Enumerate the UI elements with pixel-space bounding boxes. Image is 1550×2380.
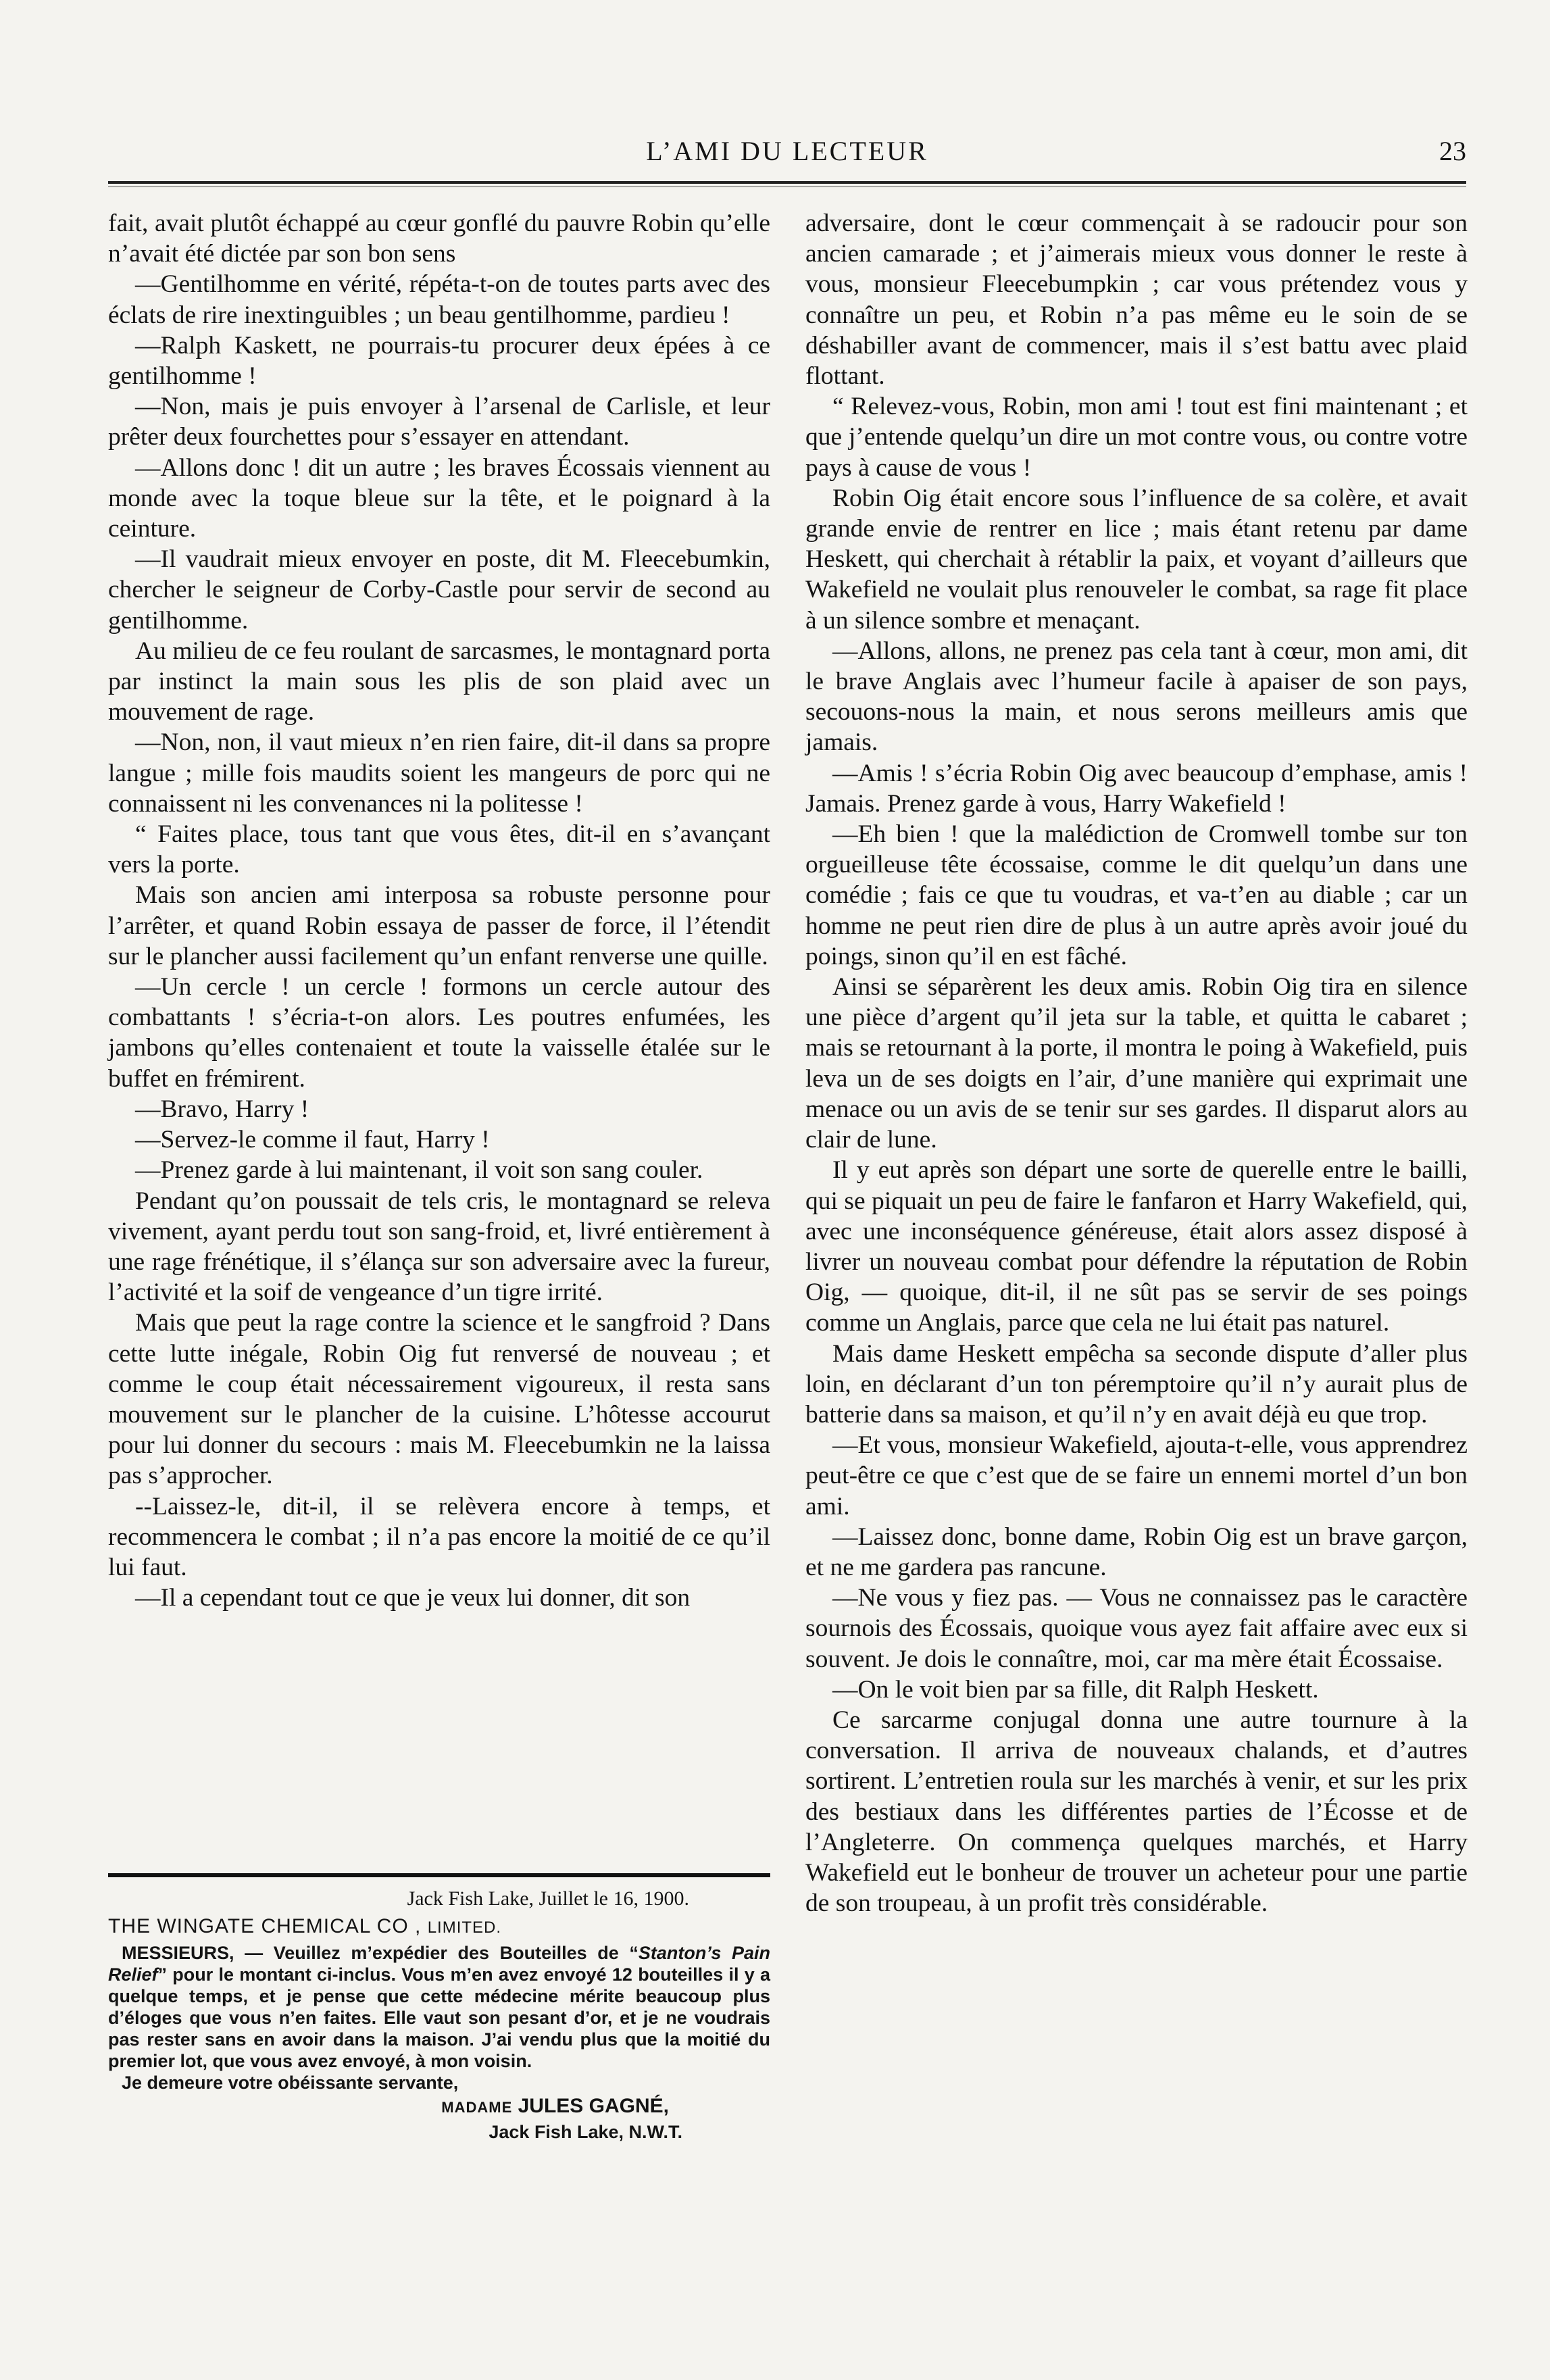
running-title: L’AMI DU LECTEUR <box>646 136 928 166</box>
right-column <box>805 208 1468 1918</box>
paragraph: —On le voit bien par sa fille, dit Ralph Heskett. <box>832 1675 1319 1704</box>
ad-body-part-2: ” pour le montant ci-inclus. Vous m’en avez envoyé 12 bouteilles il y a quelque temps, et je pense que cette médecine mérite beaucoup plus d’éloges que vous n’en faites. Elle vaut son pesant d’or, et je ne voudrais pas rester sans en avoir dans la maison. J’ai vendu plus que la moitié du premier lot, que vous avez envoyé, à mon voisin. <box>108 1964 770 2071</box>
paragraph: “ Relevez-vous, Robin, mon ami ! tout est fini maintenant ; et que j’entende quelqu’un dire un mot contre vous, ou contre votre pays à cause de vous ! <box>805 393 1468 482</box>
paragraph: —Servez-le comme il faut, Harry ! <box>135 1126 490 1154</box>
ad-salutation: MESSIEURS, <box>122 1943 234 1963</box>
ad-dateline: Jack Fish Lake, Juillet le 16, 1900. <box>407 1887 689 1910</box>
paragraph: Mais dame Heskett empêcha sa seconde dispute d’aller plus loin, en déclarant d’un ton péremptoire qu’il n’y aurait plus de batterie dans sa maison, et qu’il n’y en avait déjà eu que trop. <box>805 1339 1468 1429</box>
paragraph: Mais son ancien ami interposa sa robuste personne pour l’arrêter, et quand Robin essaya de passer de force, il l’étendit sur le plancher aussi facilement qu’un enfant renverse une quille. <box>108 881 770 970</box>
ad-letter <box>108 1942 770 2072</box>
paragraph: —Eh bien ! que la malédiction de Cromwell tombe sur ton orgueilleuse tête écossaise, comme le dit quelqu’un dans une comédie ; fais ce que tu voudras, et va-t’en au diable ; car un homme ne peut rien dire de plus à un autre après avoir joué du poings, sinon qu’il en est fâché. <box>805 820 1468 970</box>
paragraph: —Allons donc ! dit un autre ; les braves Écossais viennent au monde avec la toque bleue sur la tête, et le poignard à la ceinture. <box>108 453 770 543</box>
paragraph: --Laissez-le, dit-il, il se relèvera encore à temps, et recommencera le combat ; il n’a pas encore la moitié de ce qu’il lui faut. <box>108 1492 770 1581</box>
header-rule <box>108 181 1466 184</box>
paragraph: —Gentilhomme en vérité, répéta-t-on de toutes parts avec des éclats de rire inextinguibles ; un beau gentilhomme, pardieu ! <box>108 270 770 329</box>
ad-company-suffix: LIMITED. <box>427 1918 502 1937</box>
paragraph: —Il vaudrait mieux envoyer en poste, dit M. Fleecebumkin, chercher le seigneur de Corby-Castle pour servir de second au gentilhomme. <box>108 545 770 635</box>
paragraph: —Non, non, il vaut mieux n’en rien faire, dit-il dans sa propre langue ; mille fois maudits soient les mangeurs de porc qui ne connaissent ni les convenances ni la politesse ! <box>108 728 770 818</box>
ad-signature <box>108 2093 770 2121</box>
page-header <box>108 135 1466 176</box>
paragraph: —Non, mais je puis envoyer à l’arsenal de Carlisle, et leur prêter deux fourchettes pour s’essayer en attendant. <box>108 393 770 451</box>
advertisement-rule <box>108 1873 770 1877</box>
paragraph: adversaire, dont le cœur commençait à se radoucir pour son ancien camarade ; et j’aimerais mieux vous donner le reste à vous, monsieur Fleecebumpkin ; car vous prétendez vous y connaître un peu, et Robin n’a pas même eu le soin de se déshabiller avant de commencer, mais il s’est battu avec plaid flottant. <box>805 209 1468 391</box>
advertisement <box>108 1885 770 2143</box>
paragraph: Robin Oig était encore sous l’influence de sa colère, et avait grande envie de rentrer en lice ; mais étant retenu par dame Heskett, qui cherchait à rétablir la paix, et voyant d’ailleurs que Wakefield ne voulait plus renouveler le combat, sa rage fit place à un silence sombre et menaçant. <box>805 484 1468 635</box>
paragraph: fait, avait plutôt échappé au cœur gonflé du pauvre Robin qu’elle n’avait été dictée par son bon sens <box>108 209 770 268</box>
paragraph: Au milieu de ce feu roulant de sarcasmes, le montagnard porta par instinct la main sous les plis de son plaid avec un mouvement de rage. <box>108 637 770 726</box>
paragraph: “ Faites place, tous tant que vous êtes, dit-il en s’avançant vers la porte. <box>108 820 770 879</box>
paragraph: —Amis ! s’écria Robin Oig avec beaucoup d’emphase, amis ! Jamais. Prenez garde à vous, Harry Wakefield ! <box>805 759 1468 818</box>
paragraph: Ainsi se séparèrent les deux amis. Robin Oig tira en silence une pièce d’argent qu’il jeta sur la table, et quitta le cabaret ; mais se retournant à la porte, il montra le poing à Wakefield, puis leva un de ses doigts en l’air, d’une manière qui exprimait une menace ou un avis de se tenir sur ses gardes. Il disparut alors au clair de lune. <box>805 973 1468 1154</box>
ad-body-part-1: — Veuillez m’expédier des Bouteilles de “ <box>234 1943 639 1963</box>
paragraph: Il y eut après son départ une sorte de querelle entre le bailli, qui se piquait un peu de faire le fanfaron et Harry Wakefield, qui, avec une inconséquence généreuse, était alors assez disposé à livrer un nouveau combat pour défendre la réputation de Robin Oig, — quoique, dit-il, il ne sût pas se servir de ses poings comme un Anglais, parce que cela ne lui était pas naturel. <box>805 1156 1468 1337</box>
paragraph: —Ne vous y fiez pas. — Vous ne connaissez pas le caractère sournois des Écossais, quoique vous ayez fait affaire avec eux si souvent. Je dois le connaître, moi, car ma mère était Écossaise. <box>805 1584 1468 1673</box>
page-number: 23 <box>1439 136 1466 166</box>
paragraph: —Ralph Kaskett, ne pourrais-tu procurer deux épées à ce gentilhomme ! <box>108 331 770 391</box>
ad-signature-title: MADAME <box>441 2099 513 2116</box>
ad-company <box>108 1912 770 1942</box>
paragraph: —Prenez garde à lui maintenant, il voit son sang couler. <box>135 1156 703 1185</box>
paragraph: Ce sarcarme conjugal donna une autre tournure à la conversation. Il arriva de nouveaux chalands, et d’autres sortirent. L’entretien roula sur les marchés à venir, et sur les prix des bestiaux dans les différentes parties de l’Écosse et de l’Angleterre. On commença quelques marchés, et Harry Wakefield eut le bonheur de trouver un acheteur pour une partie de son troupeau, à un profit très considérable. <box>805 1706 1468 1918</box>
paragraph: —Bravo, Harry ! <box>135 1095 309 1123</box>
left-column <box>108 208 770 1613</box>
paragraph: Pendant qu’on poussait de tels cris, le montagnard se releva vivement, ayant perdu tout son sang-froid, et, livré entièrement à une rage frénétique, il s’élança sur son adversaire avec la fureur, l’activité et la soif de vengeance d’un tigre irrité. <box>108 1187 770 1307</box>
ad-body <box>108 1942 770 2093</box>
ad-signature-name: JULES GAGNÉ, <box>518 2095 669 2117</box>
ad-company-name: THE WINGATE CHEMICAL CO , <box>108 1915 422 1937</box>
paragraph: —Il a cependant tout ce que je veux lui donner, dit son <box>135 1584 691 1612</box>
ad-product-name: Stanton’s Pain Relief <box>108 1943 771 1985</box>
paragraph: —Et vous, monsieur Wakefield, ajouta-t-elle, vous apprendrez peut-être ce que c’est que de se faire un ennemi mortel d’un bon ami. <box>805 1431 1468 1520</box>
ad-closing: Je demeure votre obéissante servante, <box>122 2073 459 2093</box>
paragraph: —Laissez donc, bonne dame, Robin Oig est un brave garçon, et ne me gardera pas rancune. <box>805 1522 1468 1581</box>
paragraph: Mais que peut la rage contre la science et le sangfroid ? Dans cette lutte inégale, Robin Oig fut renversé de nouveau ; et comme le coup était nécessairement vigoureux, il resta sans mouvement sur le plancher de la cuisine. L’hôtesse accourut pour lui donner du secours : mais M. Fleecebumkin ne la laissa pas s’approcher. <box>108 1309 770 1490</box>
ad-signature-place: Jack Fish Lake, N.W.T. <box>489 2122 682 2142</box>
paragraph: —Allons, allons, ne prenez pas cela tant à cœur, mon ami, dit le brave Anglais avec l’humeur facile à apaiser de son pays, secouons-nous la main, et nous serons meilleurs amis que jamais. <box>805 637 1468 757</box>
paragraph: —Un cercle ! un cercle ! formons un cercle autour des combattants ! s’écria-t-on alors. Les poutres enfumées, les jambons qu’elles contenaient et toute la vaisselle étalée sur le buffet en frémirent. <box>108 973 770 1093</box>
